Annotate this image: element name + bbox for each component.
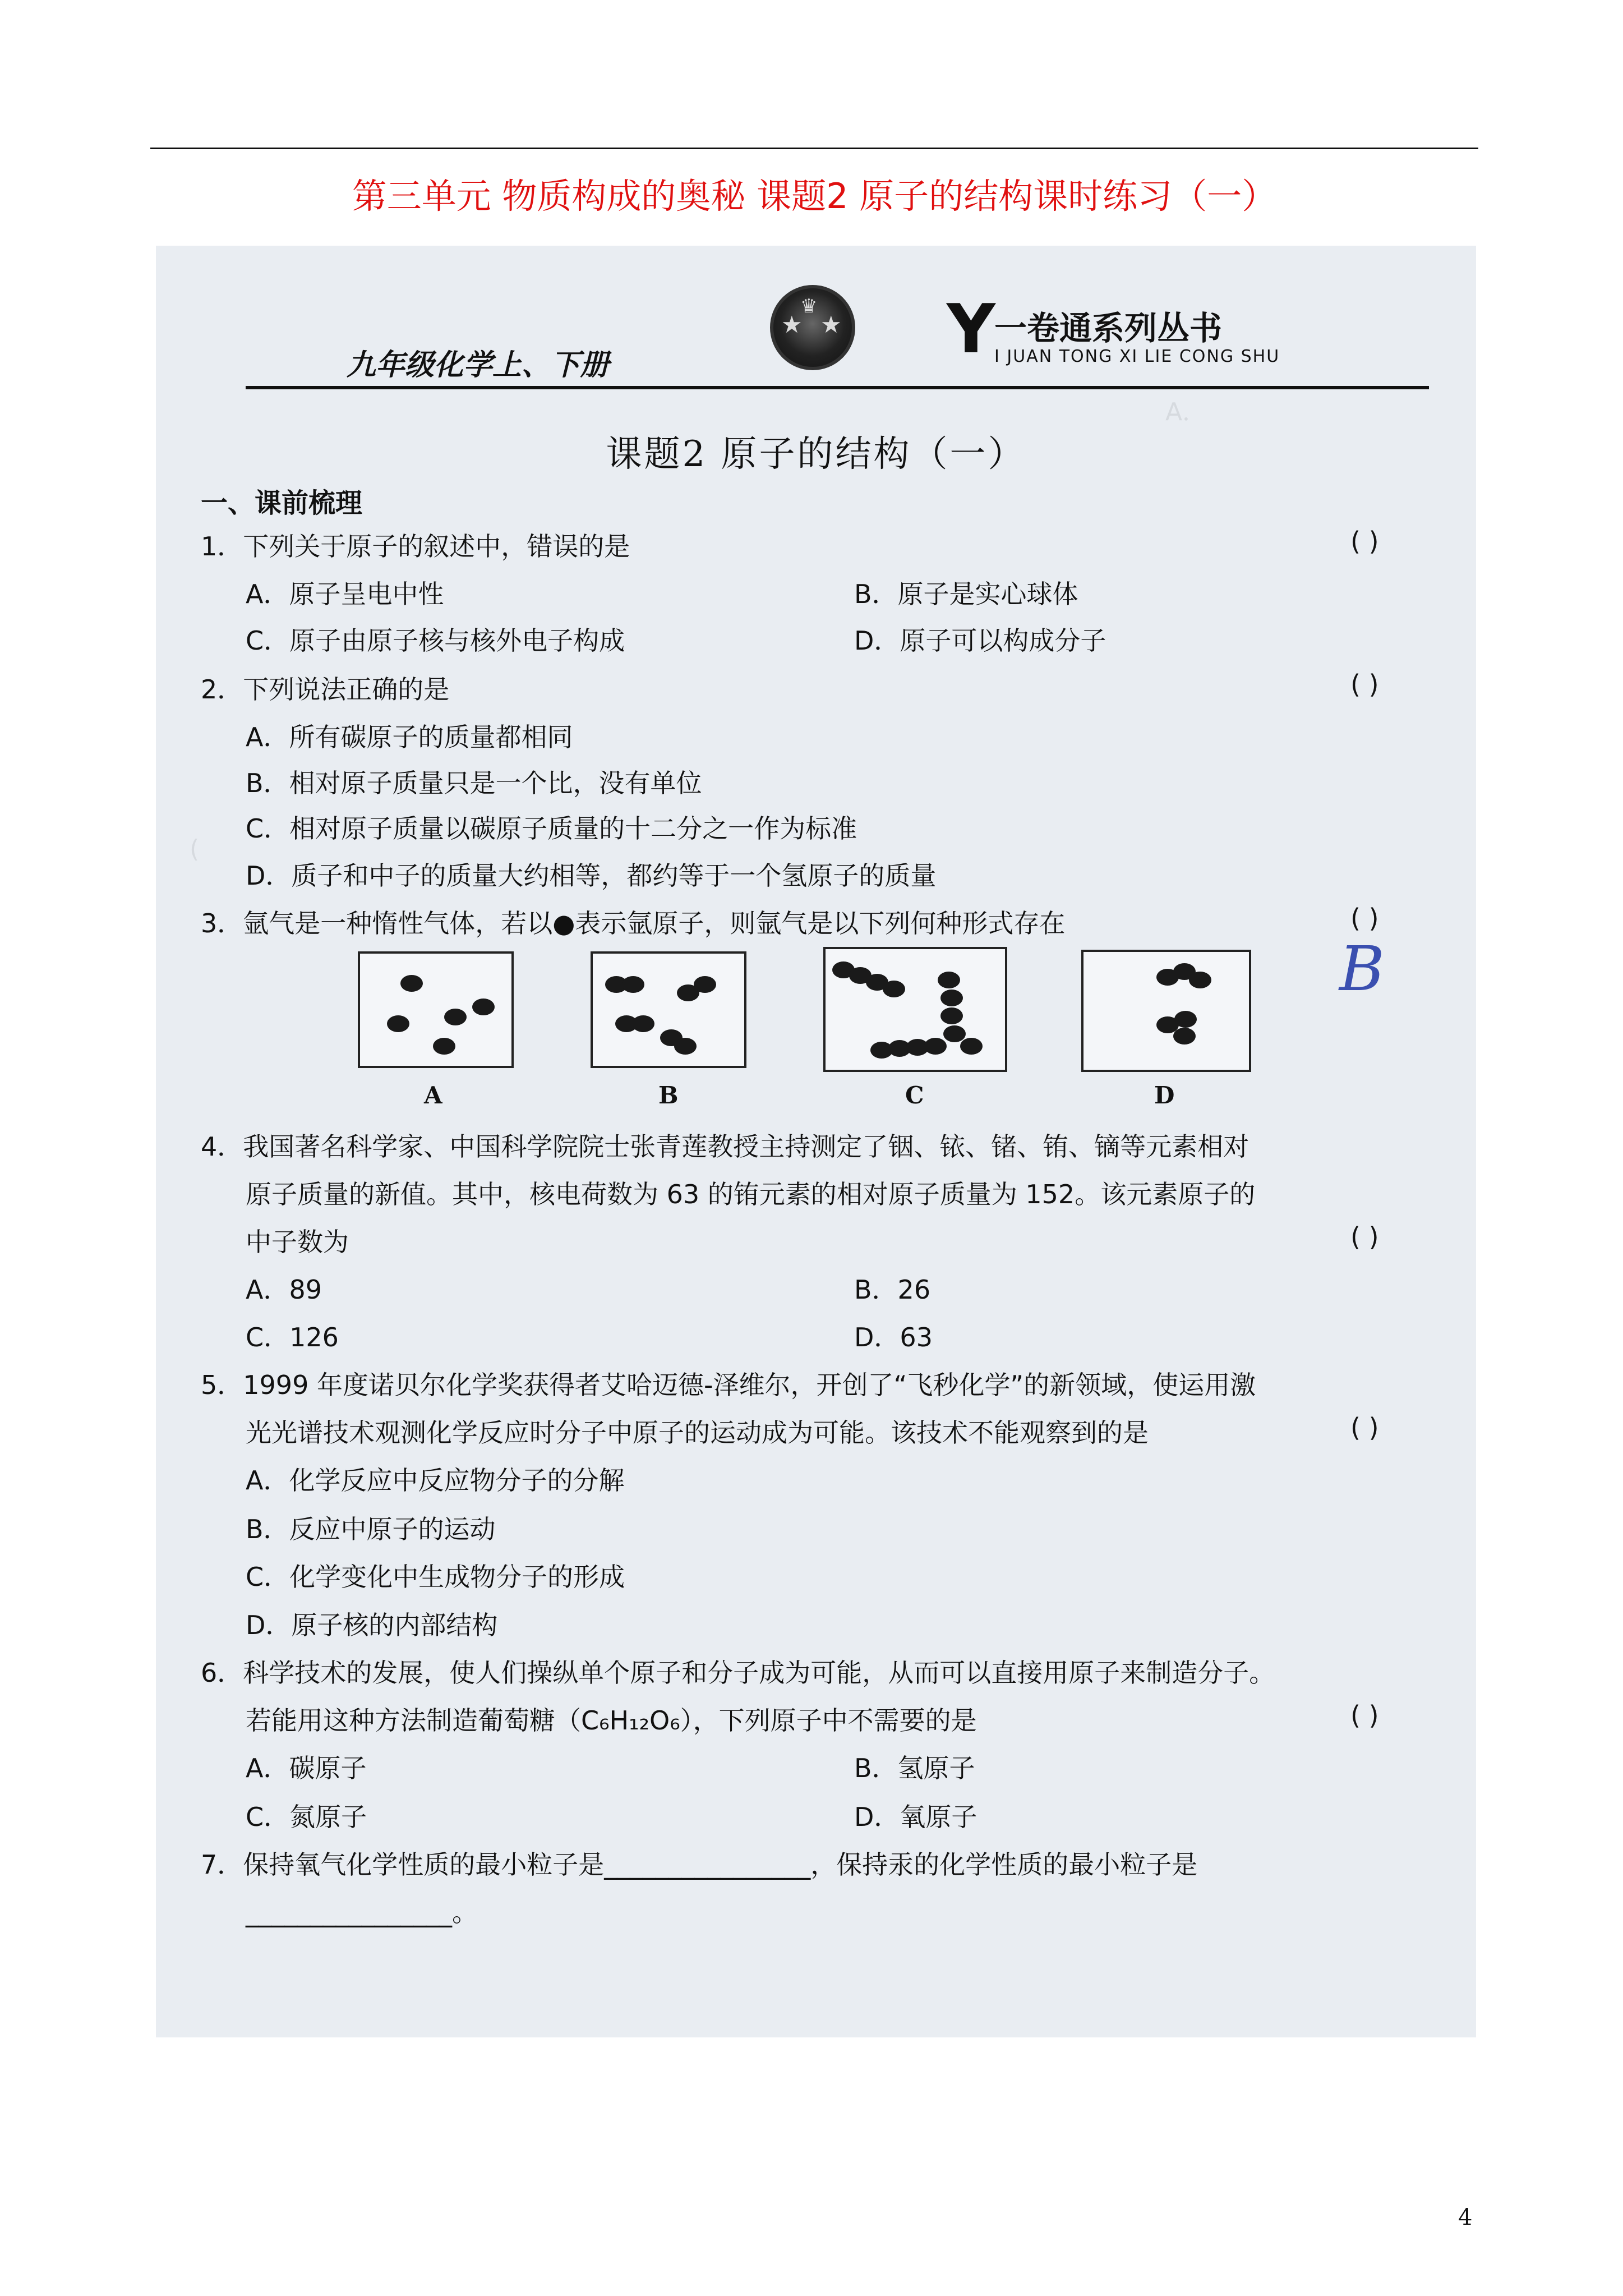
option-c-label: C <box>905 1082 924 1109</box>
header-underline <box>246 386 1429 389</box>
bleed-through-text: A． <box>1165 398 1207 426</box>
question-5-option-a: A．化学反应中反应物分子的分解 <box>246 1465 625 1496</box>
argon-atom <box>938 972 960 988</box>
question-6-option-a: A．碳原子 <box>246 1753 367 1783</box>
argon-atom <box>433 1038 455 1055</box>
question-2-stem: 2．下列说法正确的是 <box>201 674 450 705</box>
bleed-through-text: ( <box>190 835 200 863</box>
section-title: 一、课前梳理 <box>201 487 363 519</box>
question-5-option-b: B．反应中原子的运动 <box>246 1514 496 1544</box>
argon-atom <box>924 1038 947 1055</box>
question-4-line-1: 4．我国著名科学家、中国科学院院士张青莲教授主持测定了铟、铱、锗、铕、镝等元素相对 <box>201 1131 1249 1162</box>
answer-bracket: ( ) <box>1350 1222 1379 1252</box>
top-rule <box>150 148 1478 149</box>
question-5-line-1: 5．1999 年度诺贝尔化学奖获得者艾哈迈德-泽维尔，开创了“飞秒化学”的新领域，使运用激 <box>201 1370 1256 1400</box>
trophy-icon: ♛ <box>800 295 818 318</box>
option-c-diagram <box>823 947 1007 1072</box>
argon-atom <box>883 981 905 997</box>
argon-atom <box>1173 1028 1196 1045</box>
question-1-option-b: B．原子是实心球体 <box>854 579 1078 609</box>
star-icon: ★ <box>781 311 803 338</box>
argon-atom <box>694 976 716 993</box>
lesson-title: 课题2 原子的结构（一） <box>606 434 1026 475</box>
argon-atom <box>943 1025 966 1042</box>
question-2-option-b: B．相对原子质量只是一个比，没有单位 <box>246 768 702 798</box>
scanned-worksheet <box>156 246 1476 2037</box>
question-6-line-1: 6．科学技术的发展，使人们操纵单个原子和分子成为可能，从而可以直接用原子来制造分子。 <box>201 1658 1275 1688</box>
argon-atom <box>387 1015 409 1032</box>
question-6-option-d: D．氧原子 <box>854 1802 978 1832</box>
argon-atom <box>960 1038 983 1055</box>
question-4-option-a: A．89 <box>246 1274 322 1305</box>
option-d-diagram <box>1081 950 1251 1072</box>
argon-atom <box>940 990 963 1006</box>
question-7-line-2: ________________。 <box>246 1897 478 1927</box>
argon-atom <box>444 1009 467 1025</box>
answer-bracket: ( ) <box>1350 1412 1379 1443</box>
question-4-option-d: D．63 <box>854 1322 933 1352</box>
series-header <box>201 279 1431 382</box>
series-right-title: 一卷通系列丛书 <box>994 309 1223 347</box>
question-2-option-c: C．相对原子质量以碳原子质量的十二分之一作为标准 <box>246 813 857 844</box>
argon-atom <box>632 1015 654 1032</box>
page-number: 4 <box>1458 2205 1473 2230</box>
question-4-line-3: 中子数为 <box>246 1227 349 1257</box>
question-2-option-d: D．质子和中子的质量大约相等，都约等于一个氢原子的质量 <box>246 861 937 891</box>
option-b-label: B <box>658 1082 679 1109</box>
option-a-label: A <box>424 1082 442 1109</box>
handwritten-answer: B <box>1339 933 1385 1005</box>
question-6-line-2: 若能用这种方法制造葡萄糖（C₆H₁₂O₆），下列原子中不需要的是 <box>246 1705 977 1736</box>
question-7-line-1: 7．保持氧气化学性质的最小粒子是________________，保持汞的化学性质的最小粒子是 <box>201 1849 1198 1880</box>
question-4-option-c: C．126 <box>246 1322 339 1352</box>
answer-bracket: ( ) <box>1350 1700 1379 1731</box>
question-5-line-2: 光光谱技术观测化学反应时分子中原子的运动成为可能。该技术不能观察到的是 <box>246 1418 1149 1448</box>
option-d-label: D <box>1154 1082 1175 1109</box>
series-left-title: 九年级化学上、下册 <box>347 348 610 382</box>
argon-atom <box>472 999 495 1015</box>
argon-atom <box>400 975 423 992</box>
question-2-option-a: A．所有碳原子的质量都相同 <box>246 722 573 752</box>
question-5-option-d: D．原子核的内部结构 <box>246 1610 498 1640</box>
question-6-option-b: B．氢原子 <box>854 1753 975 1783</box>
question-6-option-c: C．氮原子 <box>246 1802 367 1832</box>
trophy-emblem-icon <box>770 285 855 370</box>
answer-bracket: ( ) <box>1350 669 1379 700</box>
page-heading: 第三单元 物质构成的奥秘 课题2 原子的结构课时练习（一） <box>352 176 1277 217</box>
star-icon: ★ <box>820 311 842 338</box>
question-1-option-d: D．原子可以构成分子 <box>854 625 1106 656</box>
answer-bracket: ( ) <box>1350 903 1379 933</box>
question-4-line-2: 原子质量的新值。其中，核电荷数为 63 的铕元素的相对原子质量为 152。该元素原子的 <box>246 1179 1256 1209</box>
question-1-option-c: C．原子由原子核与核外电子构成 <box>246 625 625 656</box>
series-right-english: I JUAN TONG XI LIE CONG SHU <box>994 347 1280 366</box>
argon-atom <box>674 1038 697 1055</box>
option-b-diagram <box>591 951 746 1068</box>
argon-atom <box>622 976 644 993</box>
argon-atom <box>1174 1011 1197 1028</box>
answer-bracket: ( ) <box>1350 526 1379 556</box>
question-4-option-b: B．26 <box>854 1274 931 1305</box>
question-1-stem: 1．下列关于原子的叙述中，错误的是 <box>201 531 630 562</box>
series-logo-letter: Y <box>947 291 995 369</box>
option-a-diagram <box>358 951 514 1068</box>
question-1-option-a: A．原子呈电中性 <box>246 579 444 609</box>
argon-atom <box>1189 972 1211 988</box>
question-3-stem: 3．氩气是一种惰性气体，若以●表示氩原子，则氩气是以下列何种形式存在 <box>201 908 1066 938</box>
argon-atom <box>940 1007 963 1024</box>
question-5-option-c: C．化学变化中生成物分子的形成 <box>246 1562 625 1592</box>
